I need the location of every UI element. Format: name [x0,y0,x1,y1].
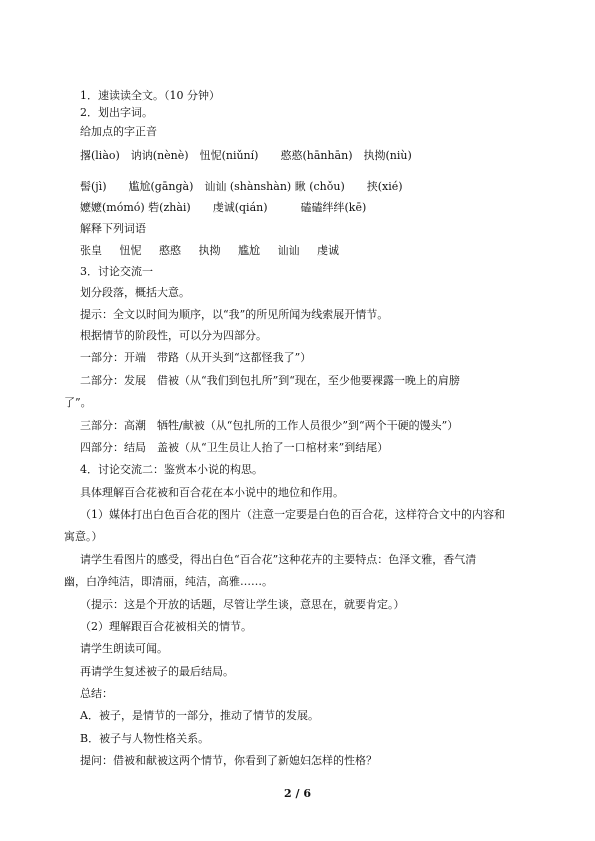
text-line: （1）媒体打出白色百合花的图片（注意一定要是白色的百合花，这样符合文中的内容和 [80,508,505,521]
text-line: 四部分：结局 盖被（从“卫生员让人抬了一口棺材来”到结尾） [80,441,389,454]
text-line: 请学生看图片的感受，得出白色“百合花”这种花卉的主要特点：色泽文雅，香气清 [80,553,477,566]
text-line: 3．讨论交流一 [80,265,153,278]
text-line: A．被子，是情节的一部分，推动了情节的发展。 [80,709,319,722]
text-line: 再请学生复述被子的最后结局。 [80,665,234,678]
vocab-word: 虔诚 [317,244,339,257]
text-line: 了”。 [64,396,92,409]
text-line: 1．速读读全文。（10 分钟） [80,89,220,102]
text-line: 提问：借被和献被这两个情节，你看到了新媳妇怎样的性格？ [80,754,377,767]
text-line: 具体理解百合花被和百合花在本小说中的地位和作用。 [80,486,344,499]
text-line: 根据情节的阶段性，可以分为四部分。 [80,329,267,342]
text-line: 嬷嬷(mómó) 砦(zhài) 虔诚(qián) 磕磕绊绊(kē) [80,201,367,214]
vocab-word: 憨憨 [159,244,181,257]
text-line: 一部分：开端 带路（从开头到“这都怪我了”） [80,351,312,364]
text-line: 幽，白净纯洁，即清丽，纯洁，高雅……。 [64,575,273,588]
text-line: （提示：这是个开放的话题，尽管让学生谈，意思在，就要肯定。） [80,598,405,611]
vocab-word: 忸怩 [119,244,142,257]
text-line: 给加点的字正音 [80,125,157,138]
text-line: 二部分：发展 借被（从“我们到包扎所”到“现在，至少他要裸露一晚上的肩膀 [80,374,460,387]
vocab-word: 张皇 [80,244,102,257]
text-line: 提示：全文以时间为顺序，以“我”的所见所闻为线索展开情节。 [80,308,389,321]
text-line: 三部分：高潮 牺牲/献被（从“包扎所的工作人员很少”到“两个干硬的馒头”） [80,419,459,432]
text-line: 撂(liào) 讷讷(nènè) 忸怩(niǔní) 憨憨(hānhān) 执拗(niù) [80,149,412,162]
text-line: 4．讨论交流二：鉴赏本小说的构思。 [80,463,263,476]
text-line: 髻(jì) 尴尬(gāngà) 讪讪 (shànshàn) 瞅 (chǒu) 挟(xié) [80,180,403,193]
vocab-word: 讪讪 [277,244,300,257]
text-line: 请学生朗读可闻。 [80,642,168,655]
text-line: 解释下列词语 [80,222,146,235]
vocab-word: 尴尬 [238,244,260,257]
page-number: 2 / 6 [284,787,311,800]
text-line: 划分段落，概括大意。 [80,286,190,299]
text-line: B．被子与人物性格关系。 [80,732,210,745]
vocab-word-list [80,244,353,258]
vocab-word: 执拗 [198,244,221,257]
text-line: 2．划出字词。 [80,106,153,119]
text-line: 寓意。） [64,530,103,543]
text-line: 总结： [80,687,113,700]
text-line: （2）理解跟百合花被相关的情节。 [80,620,252,633]
